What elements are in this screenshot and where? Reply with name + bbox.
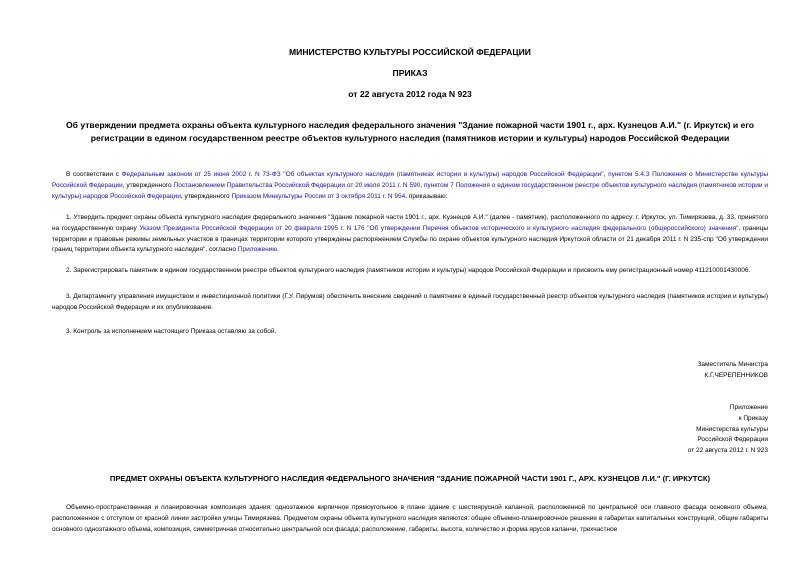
appendix-line-2: к Приказу xyxy=(738,414,768,422)
preamble-text-2: , xyxy=(603,171,609,178)
appendix-line-1: Приложение xyxy=(729,404,768,411)
appendix-line-4: Российской Федерации xyxy=(697,436,768,444)
appendix-paragraph: Объемно-пространственная и планировочная композиция здания: одноэтажное кирпичное прямоугольное в плане здание с шестиярусной каланчой, расположенной по центральной оси главного фасада основного объема, расположенное с отступом от красной линии застройки улицы Тимирязева. Предметом охраны объекта культурного наследия являются: общее объемно-планировочное решение в габаритах капитальных конструкций, общие габариты основного одноэтажного объема, композиция, симметричная относительно центральной оси фасада; расположение, габариты, высота, количество и форма ярусов каланчи, трехчастное xyxy=(52,504,768,533)
preamble-text-5: , утвержденного xyxy=(180,192,232,200)
preamble-text-4: , xyxy=(420,181,424,189)
link-president-decree-176[interactable]: Указом Президента Российской Федерации от 20 февраля 1995 г. N 176 "Об утверждении Перечня объектов исторического и культурного наследия федерального (общероссийского) значения" xyxy=(139,224,739,232)
appendix-line-5: от 22 августа 2012 г. N 923 xyxy=(687,447,768,455)
item-1-text-1: 1. Утвердить предмет охраны объекта культурного наследия федерального значения "Здание пожарной части 1901 г., арх. Кузнецов А.И." (далее - памятник), расположенного по адресу: г. Иркутск, ул. Тимирязева, д. 33, принятого на государственную охрану xyxy=(52,214,768,232)
link-registry-regulation[interactable]: пунктом 7 Положения о едином государственном реестре объектов культурного наследия (памятников истории и культуры) народов Российской Федерации xyxy=(52,181,768,200)
item-2-paragraph: 2. Зарегистрировать памятник в едином государственном реестре объектов культурного наследия (памятников истории и культуры) народов Российской Федерации и присвоить ему регистрационный номер 411210001430006. xyxy=(66,267,751,274)
item-1-text-2: , границы территории и правовые режимы земельных участков в границах территории которого утверждены распоряжением Службы по охране объектов культурного наследия Иркутской области от 21 декабря 2011 г. N 235-спр "Об утверждении границ территории объекта культурного наследия", согласно xyxy=(52,224,768,254)
link-appendix[interactable]: Приложению xyxy=(237,246,278,254)
appendix-header xyxy=(688,403,768,457)
signature-block xyxy=(698,360,769,382)
item-4-paragraph: 3. Контроль за исполнением настоящего Приказа оставляю за собой. xyxy=(66,328,277,335)
signature-position: Заместитель Министра xyxy=(697,361,768,368)
link-federal-law-73fz[interactable]: Федеральным законом от 25 июня 2002 г. N 73-ФЗ "Об объектах культурного наследия (памятниках истории и культуры) народов Российской Федерации" xyxy=(121,171,604,178)
link-ministry-order-954[interactable]: Приказом Минкультуры России от 3 октября 2011 г. N 954 xyxy=(231,192,406,200)
link-ministry-regulation[interactable]: пунктом 5.4.3 Положения о Министерстве культуры Российской Федерации xyxy=(52,171,768,189)
link-government-decree-590[interactable]: Постановлением Правительства Российской Федерации от 20 июля 2011 г. N 590 xyxy=(173,181,421,189)
order-title: ПРИКАЗ xyxy=(392,68,428,78)
order-subject: Об утверждении предмета охраны объекта культурного наследия федерального значения "Здание пожарной части 1901 г., арх. Кузнецов А.И." (г. Иркутск) и его регистрации в едином государственном реестре объектов культурного наследия (памятников истории и культуры) народов Российской Федерации xyxy=(65,120,755,143)
item-3-paragraph: 3. Департаменту управления имуществом и инвестиционной политики (Г.У. Пирумов) обеспечить внесение сведений о памятнике в единый государственный реестр объектов культурного наследия (памятников истории и культуры) народов Российской Федерации и их опубликование. xyxy=(52,293,768,311)
item-1-text-3: . xyxy=(277,246,279,254)
preamble-text-6: , приказываю: xyxy=(405,192,448,200)
order-date-number: от 22 августа 2012 года N 923 xyxy=(348,89,472,99)
ministry-title: МИНИСТЕРСТВО КУЛЬТУРЫ РОССИЙСКОЙ ФЕДЕРАЦИИ xyxy=(289,47,531,57)
document-page xyxy=(52,0,768,571)
preamble-text-1: В соответствии с xyxy=(66,171,122,178)
signature-name: К.Г.ЧЕРЕПЕННИКОВ xyxy=(704,371,768,379)
preamble-paragraph xyxy=(52,170,768,202)
appendix-line-3: Министерства культуры xyxy=(696,425,768,433)
preamble-text-3: , утвержденного xyxy=(122,181,174,189)
item-1-paragraph xyxy=(52,213,768,256)
appendix-title: ПРЕДМЕТ ОХРАНЫ ОБЪЕКТА КУЛЬТУРНОГО НАСЛЕДИЯ ФЕДЕРАЛЬНОГО ЗНАЧЕНИЯ "ЗДАНИЕ ПОЖАРНОЙ ЧАСТИ 1901 Г., АРХ. КУЗНЕЦОВ Л.И." (Г. ИРКУТСК) xyxy=(109,474,711,483)
